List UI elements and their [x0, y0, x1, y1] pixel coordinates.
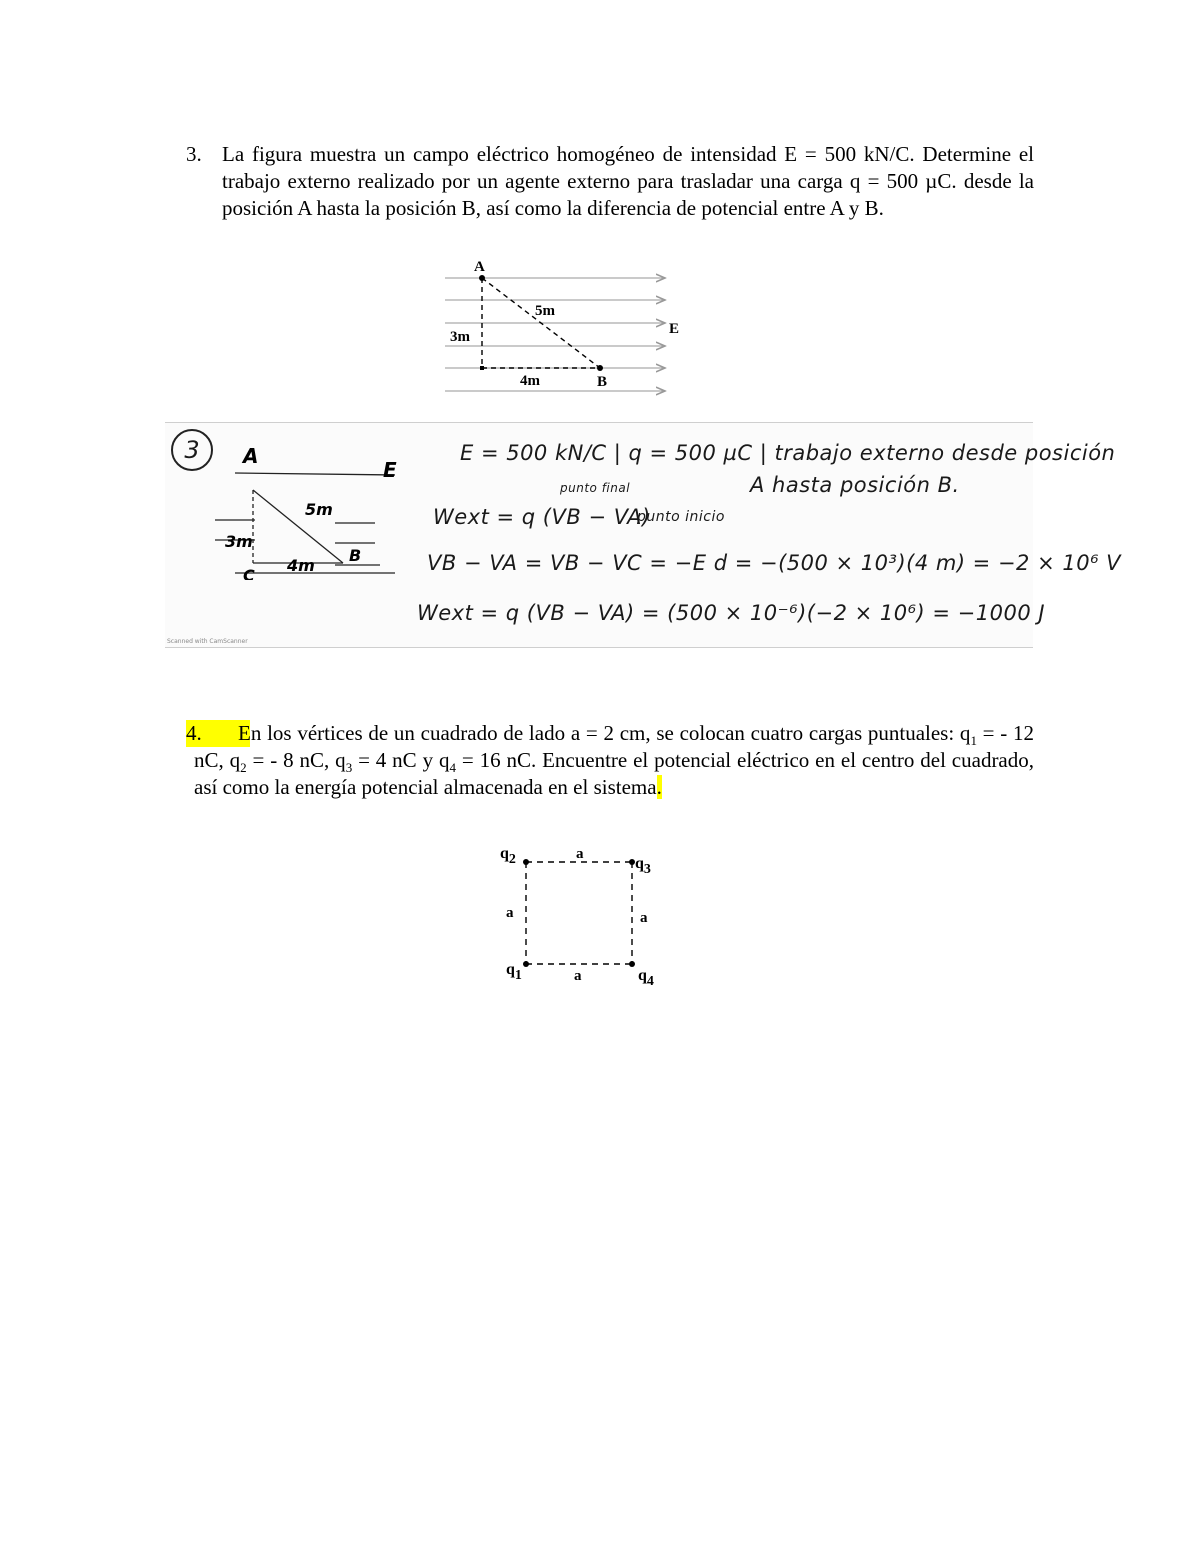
label-b: B: [597, 374, 608, 390]
label-q4: q4: [638, 967, 654, 989]
sketch-b: B: [349, 546, 362, 565]
point-a-dot: [479, 275, 485, 281]
sketch-a: A: [243, 445, 259, 468]
label-e: E: [668, 321, 679, 337]
label-q3: q3: [635, 855, 651, 877]
problem-3-number: 3.: [186, 142, 202, 166]
solution-sketch: [195, 445, 425, 580]
label-side-bottom: a: [574, 968, 582, 984]
label-side-top: a: [576, 846, 584, 862]
label-4m: 4m: [520, 373, 540, 389]
charge-q2-dot: [523, 859, 529, 865]
sketch-e: E: [383, 458, 397, 482]
label-5m: 5m: [535, 303, 555, 319]
label-side-right: a: [640, 910, 648, 926]
electric-field-figure: [440, 255, 680, 400]
square-charges-figure: [490, 840, 670, 1000]
square-sides: [526, 862, 632, 964]
problem-4-statement: En los vértices de un cuadrado de lado a = 2 cm, se colocan cuatro cargas puntuales: $q_1$ = - 12 nC, $q_2$ = - 8 nC, $q_3 = 4$ nC y $q_4 = 16$ nC. Encuentre el potencial eléctrico en el centro del cuadrado, así como la energía potencial almacenada en el sistema.: [194, 721, 1035, 799]
label-3m: 3m: [450, 329, 470, 345]
sketch-c: C: [243, 566, 255, 580]
corner-dot: [480, 366, 484, 370]
solution-line-work-result: Wext = q (VB − VA) = (500 × 10⁻⁶)(−2 × 10⁶) = −1000 J: [417, 601, 1046, 625]
problem-3-statement: La figura muestra un campo eléctrico homogéneo de intensidad E = 500 kN/C. Determine el trabajo externo realizado por un agente externo para trasladar una carga q = 500 µC. desde la posición A hasta la posición B, así como la diferencia de potencial entre A y B.: [222, 142, 1034, 220]
solution-note-initial: punto inicio: [637, 509, 725, 525]
point-b-dot: [597, 365, 603, 371]
sketch-5m: 5m: [305, 500, 333, 519]
label-a: A: [474, 259, 485, 275]
solution-line-givens: E = 500 kN/C | q = 500 µC | trabajo externo desde posición: [460, 441, 1116, 465]
solution-note-final: punto final: [560, 481, 631, 495]
problem-4-number: 4.: [186, 720, 250, 747]
sketch-3m: 3m: [225, 532, 253, 551]
solution-line-givens-2: A hasta posición B.: [750, 473, 960, 497]
scan-watermark: Scanned with CamScanner: [167, 638, 248, 645]
solution-line-potential: VB − VA = VB − VC = −E d = −(500 × 10³)(4 m) = −2 × 10⁶ V: [427, 551, 1122, 575]
label-side-left: a: [506, 905, 514, 921]
label-q1: q1: [506, 961, 522, 983]
charge-q4-dot: [629, 961, 635, 967]
handwritten-solution: [165, 422, 1122, 648]
solution-badge: 3: [171, 429, 213, 471]
sketch-4m: 4m: [287, 556, 315, 575]
label-q2: q2: [500, 845, 516, 867]
charge-q1-dot: [523, 961, 529, 967]
solution-line-work-formula: Wext = q (VB − VA): [433, 505, 651, 529]
